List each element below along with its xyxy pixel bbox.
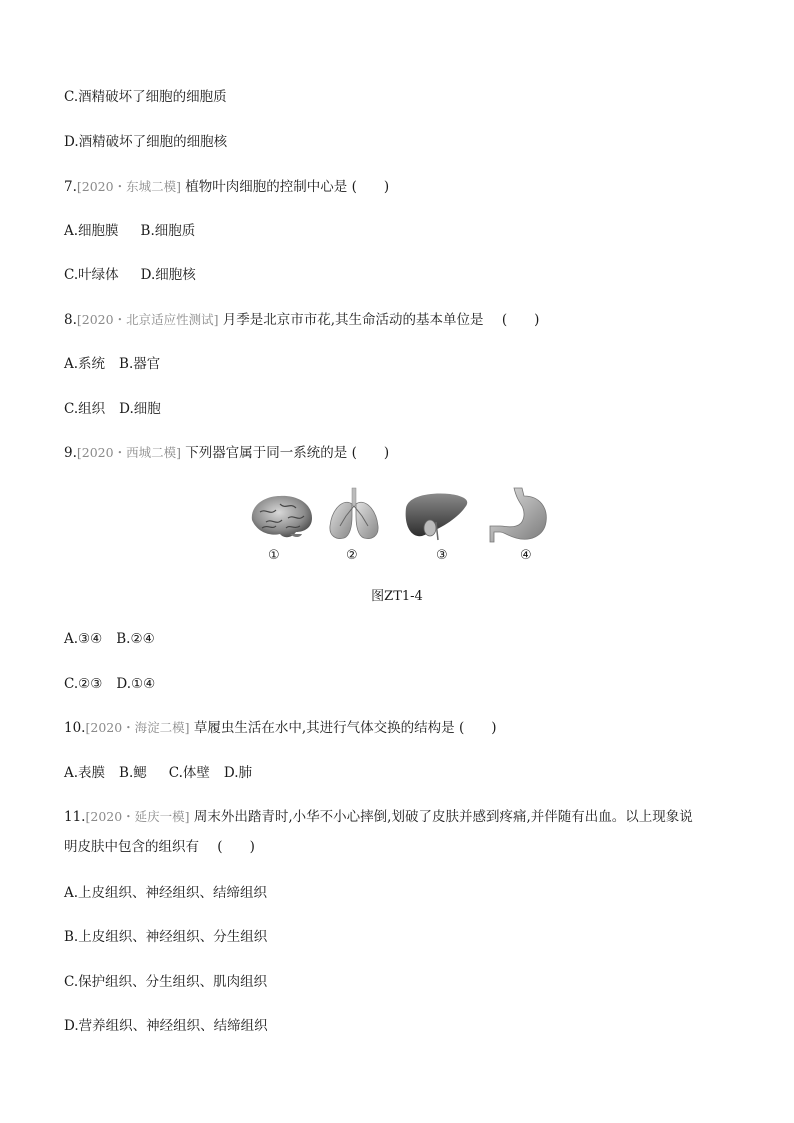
option-6d: D.酒精破坏了细胞的细胞核 (64, 134, 228, 150)
question-source: [2020・海淀二模] (85, 720, 190, 735)
option-6c: C.酒精破坏了细胞的细胞质 (64, 89, 227, 105)
option-b: B.鳃 (119, 765, 147, 781)
answer-blank: ( ) (217, 839, 255, 855)
option-d: D.细胞 (119, 401, 161, 417)
option-a: A.细胞膜 (64, 223, 119, 239)
option-11b: B.上皮组织、神经组织、分生组织 (64, 929, 268, 945)
question-number: 11. (64, 809, 86, 825)
option-11c: C.保护组织、分生组织、肌肉组织 (64, 974, 268, 990)
question-number: 7. (64, 179, 77, 195)
options-9cd (64, 675, 155, 693)
question-number: 9. (64, 445, 77, 461)
option-b: B.器官 (119, 356, 161, 372)
figure-label-1: ① (268, 548, 280, 563)
figure-label-3: ③ (436, 548, 448, 563)
figure-caption: 图ZT1-4 (371, 589, 423, 604)
question-text: 下列器官属于同一系统的是 (185, 445, 348, 461)
question-text: 月季是北京市市花,其生命活动的基本单位是 (222, 312, 484, 328)
stomach-icon (488, 486, 550, 546)
question-11-cont (64, 838, 255, 856)
question-source: [2020・延庆一模] (85, 809, 190, 824)
question-7 (64, 178, 389, 196)
question-source: [2020・西城二模] (76, 445, 181, 460)
question-text: 明皮肤中包含的组织有 (64, 839, 199, 855)
option-c: C.组织 (64, 401, 106, 417)
question-source: [2020・东城二模] (76, 179, 181, 194)
option-11a: A.上皮组织、神经组织、结缔组织 (64, 885, 268, 901)
question-text: 草履虫生活在水中,其进行气体交换的结构是 (193, 720, 455, 736)
figure-label-2: ② (346, 548, 358, 563)
options-8ab (64, 355, 160, 373)
answer-blank: ( ) (351, 445, 390, 461)
lungs-icon (326, 486, 382, 542)
question-10 (64, 719, 497, 737)
question-9 (64, 444, 389, 462)
options-7ab (64, 222, 195, 240)
option-b: B.细胞质 (140, 223, 196, 239)
liver-icon (402, 488, 472, 544)
answer-blank: ( ) (351, 179, 390, 195)
option-c: C.②③ (64, 676, 103, 692)
option-a: A.系统 (64, 356, 106, 372)
answer-blank: ( ) (458, 720, 497, 736)
figure-label-4: ④ (520, 548, 532, 563)
options-9ab (64, 630, 155, 648)
answer-blank: ( ) (501, 312, 540, 328)
option-a: A.③④ (64, 631, 103, 647)
option-c: C.叶绿体 (64, 267, 119, 283)
options-10 (64, 764, 252, 782)
option-d: D.肺 (223, 765, 253, 781)
option-d: D.细胞核 (140, 267, 196, 283)
question-8 (64, 311, 539, 329)
option-a: A.表膜 (64, 765, 106, 781)
option-b: B.②④ (116, 631, 155, 647)
question-11 (64, 808, 693, 826)
option-d: D.①④ (116, 676, 156, 692)
option-c: C.体壁 (168, 765, 210, 781)
options-8cd (64, 400, 161, 418)
question-text: 周末外出踏青时,小华不小心摔倒,划破了皮肤并感到疼痛,并伴随有出血。以上现象说 (193, 809, 693, 825)
question-text: 植物叶肉细胞的控制中心是 (185, 179, 348, 195)
options-7cd (64, 266, 196, 284)
question-number: 8. (64, 312, 77, 328)
question-number: 10. (64, 720, 86, 736)
option-11d: D.营养组织、神经组织、结缔组织 (64, 1018, 268, 1034)
brain-icon (246, 492, 316, 542)
question-source: [2020・北京适应性测试] (76, 312, 219, 327)
